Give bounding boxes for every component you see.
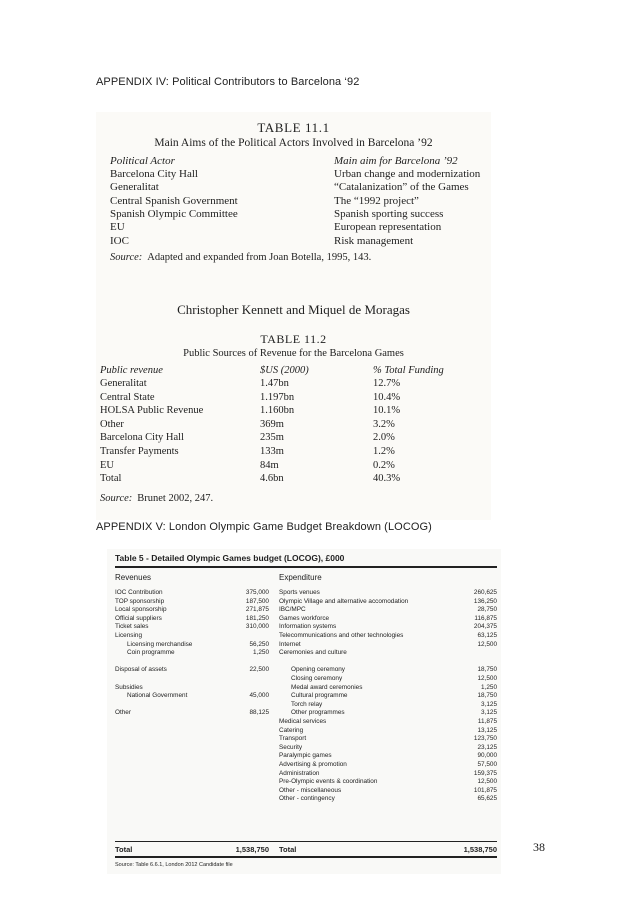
revenue-item-value: 88,125 (249, 709, 269, 717)
expenditure-item-value: 101,875 (473, 786, 497, 794)
locog-source: Source: Table 6.6.1, London 2012 Candidate file (115, 862, 233, 868)
expenditure-item-value: 65,625 (477, 795, 497, 803)
expenditure-item-label: Medal award ceremonies (291, 683, 363, 691)
table-11-1-header-row (110, 155, 490, 168)
table-11-2-row (100, 378, 480, 391)
expenditure-item-label: Sports venues (279, 589, 320, 596)
percent-cell: 10.4% (373, 391, 401, 403)
page-number: 38 (533, 840, 545, 854)
col-usd-2000: $US (2000) (260, 365, 309, 376)
main-aim-cell: Risk management (334, 234, 414, 247)
col-percent-total: % Total Funding (373, 365, 444, 376)
revenue-item-value: 187,500 (245, 597, 269, 605)
table-11-2-source (100, 493, 213, 504)
revenue-item-value: 375,000 (245, 589, 269, 596)
table-11-1-title: TABLE 11.1 (257, 120, 330, 135)
revenue-item-value: 56,250 (249, 640, 269, 648)
percent-cell: 12.7% (373, 378, 401, 389)
expenditure-item-label: Olympic Village and alternative accomodation (279, 597, 409, 605)
table-11-2-row (100, 419, 480, 432)
table-11-2-title: TABLE 11.2 (260, 332, 327, 346)
expenditure-item-value: 28,750 (477, 606, 497, 614)
col-public-revenue: Public revenue (100, 365, 163, 376)
usd-value-cell: 4.6bn (260, 473, 284, 485)
revenue-item-label: Local sponsorship (115, 606, 167, 614)
expenditure-item-label: Other - miscellaneous (279, 786, 342, 794)
percent-cell: 10.1% (373, 405, 401, 417)
usd-value-cell: 84m (260, 459, 279, 471)
revenue-item-label: Ticket sales (115, 623, 149, 631)
table-11-1-row (110, 168, 490, 181)
political-actor-cell: IOC (110, 234, 129, 247)
expenditure-item-label: Catering (279, 726, 304, 734)
expenditure-item-value: 3,125 (481, 700, 497, 708)
expenditure-item-value: 11,875 (477, 718, 497, 725)
revenue-item-label: Coin programme (127, 649, 175, 657)
expenditure-item-label: IBC/MPC (279, 606, 306, 614)
revenue-source-cell: Barcelona City Hall (100, 432, 184, 444)
revenue-item-value: 1,250 (253, 649, 269, 657)
book-authors: Christopher Kennett and Miquel de Moragas (177, 302, 410, 317)
expenditure-item-label: Advertising & promotion (279, 761, 347, 768)
expenditure-item-value: 13,125 (477, 726, 497, 734)
percent-cell: 0.2% (373, 459, 395, 471)
political-actor-cell: Spanish Olympic Committee (110, 207, 238, 220)
revenue-item-label: Other (115, 709, 131, 717)
expenditure-item-label: Pre-Olympic events & coordination (279, 778, 378, 786)
expenditure-item-value: 116,875 (474, 614, 497, 622)
expenditure-item-value: 63,125 (477, 632, 497, 639)
table-11-1-row (110, 235, 490, 248)
locog-budget-table (107, 549, 501, 874)
expenditure-item-value: 3,125 (481, 709, 497, 717)
political-actor-cell: Central Spanish Government (110, 194, 238, 207)
expenditure-item-value: 12,500 (477, 640, 497, 648)
revenue-source-cell: Other (100, 418, 124, 430)
expenditure-item-value: 1,250 (481, 683, 497, 691)
expenditure-item-value: 90,000 (477, 752, 497, 760)
percent-cell: 2.0% (373, 432, 395, 444)
revenue-item-value: 310,000 (245, 623, 269, 631)
expenditure-item-label: Other - contingency (279, 795, 335, 803)
revenue-source-cell: Generalitat (100, 378, 147, 389)
expenditure-item-value: 12,500 (477, 778, 497, 786)
expenditure-item-label: Medical services (279, 718, 327, 725)
expenditure-item-value: 159,375 (473, 769, 497, 777)
total-rule (115, 841, 497, 842)
revenue-source-cell: Transfer Payments (100, 446, 179, 457)
expenditure-item-value: 123,750 (473, 735, 497, 743)
col-main-aim: Main aim for Barcelona ’92 (334, 155, 458, 167)
main-aim-cell: The “1992 project” (334, 194, 419, 207)
revenue-item-value: 22,500 (249, 666, 269, 674)
expenditure-item-value: 57,500 (477, 761, 497, 768)
revenue-source-cell: Central State (100, 391, 155, 403)
expenditure-item-label: Other programmes (291, 709, 345, 717)
expenditure-item-label: Transport (279, 735, 307, 743)
revenue-item-value: 45,000 (249, 692, 269, 700)
revenue-item-label: Subsidies (115, 683, 143, 691)
table-11-2-row (100, 405, 480, 418)
revenue-item-value: 181,250 (245, 614, 269, 622)
main-aim-cell: European representation (334, 221, 442, 234)
revenue-item-label: Licensing (115, 632, 143, 639)
expenditure-item-label: Ceremonies and culture (279, 649, 347, 657)
title-rule (115, 566, 497, 568)
expenditure-item-label: Security (279, 743, 303, 751)
table-11-1-row (110, 181, 490, 194)
total-revenues-value: 1,538,750 (235, 845, 269, 854)
revenue-source-cell: HOLSA Public Revenue (100, 405, 204, 417)
revenue-source-cell: EU (100, 459, 114, 471)
expenditure-header: Expenditure (279, 573, 322, 582)
total-revenues-label: Total (115, 845, 133, 854)
table-11-2-header-row (100, 365, 480, 378)
locog-table-title: Table 5 - Detailed Olympic Games budget (LOCOG), £000 (115, 553, 345, 563)
expenditure-item-value: 204,375 (473, 623, 497, 631)
table-11-2-subtitle: Public Sources of Revenue for the Barcelona Games (183, 348, 404, 359)
expenditure-item-label: Paralympic games (279, 752, 332, 760)
table-11-2-row (100, 446, 480, 459)
usd-value-cell: 133m (260, 446, 284, 457)
expenditure-item-value: 23,125 (477, 743, 497, 751)
political-actor-cell: Generalitat (110, 181, 159, 194)
source-text: Adapted and expanded from Joan Botella, 1995, 143. (147, 252, 372, 263)
appendix-v-heading: APPENDIX V: London Olympic Game Budget Breakdown (LOCOG) (96, 521, 432, 533)
table-11-1-subtitle: Main Aims of the Political Actors Involved in Barcelona ’92 (154, 137, 433, 149)
expenditure-item-value: 260,625 (473, 589, 497, 596)
table-11-2-row (100, 460, 480, 473)
expenditure-item-value: 136,250 (473, 597, 497, 605)
expenditure-item-label: Administration (279, 769, 320, 777)
revenue-item-label: Licensing merchandise (127, 640, 193, 648)
expenditure-item-value: 12,500 (477, 675, 497, 682)
table-11-2-row (100, 392, 480, 405)
revenue-item-label: TOP sponsorship (115, 597, 165, 605)
main-aim-cell: “Catalanization” of the Games (334, 181, 469, 194)
revenue-item-label: Official suppliers (115, 614, 162, 622)
table-11-2-row (100, 432, 480, 445)
revenues-header: Revenues (115, 573, 152, 582)
revenue-item-value: 271,875 (245, 606, 269, 614)
expenditure-item-label: Opening ceremony (291, 666, 345, 674)
source-label: Source: (110, 252, 143, 263)
table-11-2-row (100, 473, 480, 486)
usd-value-cell: 1.47bn (260, 378, 289, 389)
appendix-iv-heading: APPENDIX IV: Political Contributors to Barcelona ‘92 (96, 76, 360, 88)
revenue-item-label: IOC Contribution (115, 589, 163, 596)
main-aim-cell: Urban change and modernization (334, 168, 481, 180)
source-label: Source: (100, 493, 133, 504)
total-expenditure-label: Total (279, 845, 297, 854)
table-11-1-row (110, 208, 490, 221)
expenditure-item-label: Closing ceremony (291, 675, 343, 682)
main-aim-cell: Spanish sporting success (334, 207, 444, 220)
revenue-item-label: Disposal of assets (115, 666, 167, 674)
political-actor-cell: Barcelona City Hall (110, 168, 198, 180)
expenditure-item-label: Cultural programme (291, 692, 348, 700)
expenditure-item-label: Information systems (279, 623, 337, 631)
percent-cell: 1.2% (373, 446, 395, 457)
table-11-1-row (110, 221, 490, 234)
table-11-1-source (110, 252, 371, 263)
bottom-rule (115, 856, 497, 858)
usd-value-cell: 1.160bn (260, 405, 295, 417)
expenditure-item-label: Internet (279, 640, 301, 648)
usd-value-cell: 235m (260, 432, 284, 444)
usd-value-cell: 369m (260, 418, 284, 430)
expenditure-item-label: Games workforce (279, 614, 330, 622)
revenue-source-cell: Total (100, 473, 122, 485)
expenditure-item-label: Torch relay (291, 700, 323, 708)
source-text: Brunet 2002, 247. (137, 493, 214, 504)
total-expenditure-value: 1,538,750 (463, 845, 497, 854)
political-actor-cell: EU (110, 221, 125, 234)
revenue-item-label: National Government (127, 692, 188, 700)
expenditure-item-label: Telecommunications and other technologies (279, 632, 404, 639)
expenditure-item-value: 18,750 (477, 666, 497, 674)
scanned-book-excerpt (96, 112, 491, 520)
percent-cell: 40.3% (373, 473, 401, 485)
percent-cell: 3.2% (373, 418, 395, 430)
col-political-actor: Political Actor (110, 155, 175, 167)
expenditure-item-value: 18,750 (477, 692, 497, 700)
usd-value-cell: 1.197bn (260, 391, 295, 403)
table-11-1-row (110, 195, 490, 208)
